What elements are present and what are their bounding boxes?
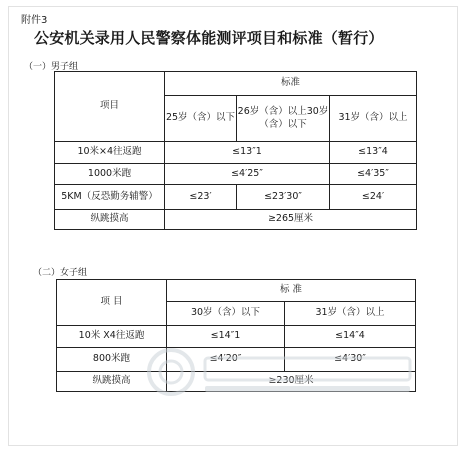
male-standards-table — [54, 71, 417, 230]
male-age-col-1: 25岁（含）以下 — [165, 96, 237, 142]
female-row-value: ≤4′20″ — [167, 348, 285, 372]
male-header-item: 项目 — [55, 72, 165, 142]
female-row-item: 10米 X4往返跑 — [57, 326, 167, 348]
female-row-value: ≤14″1 — [167, 326, 285, 348]
male-row-value: ≤13″1 — [165, 142, 330, 164]
male-row-item: 5KM（反恐勤务辅警） — [55, 185, 165, 210]
male-row-value: ≥265厘米 — [165, 210, 417, 230]
male-row-value: ≤13″4 — [330, 142, 417, 164]
female-row-item: 800米跑 — [57, 348, 167, 372]
male-row-item: 纵跳摸高 — [55, 210, 165, 230]
female-row-value: ≤4′30″ — [285, 348, 416, 372]
table-row — [55, 210, 417, 230]
table-row — [55, 164, 417, 185]
male-row-value: ≤4′35″ — [330, 164, 417, 185]
male-row-item: 10米×4往返跑 — [55, 142, 165, 164]
male-row-value: ≤4′25″ — [165, 164, 330, 185]
watermark-logo — [145, 344, 420, 404]
male-row-value: ≤23′ — [165, 185, 237, 210]
male-row-item: 1000米跑 — [55, 164, 165, 185]
male-age-col-2: 26岁（含）以上30岁（含）以下 — [237, 96, 330, 142]
table-row — [55, 185, 417, 210]
female-row-value: ≥230厘米 — [167, 372, 416, 392]
male-group-label: （一）男子组 — [24, 62, 79, 72]
watermark-emblem-icon — [149, 350, 193, 394]
male-row-value: ≤24′ — [330, 185, 417, 210]
attachment-label: 附件3 — [21, 15, 48, 26]
female-header-item: 项 目 — [57, 280, 167, 326]
table-row — [55, 142, 417, 164]
female-age-col-1: 30岁（含）以下 — [167, 302, 285, 326]
male-age-col-3: 31岁（含）以上 — [330, 96, 417, 142]
female-row-item: 纵跳摸高 — [57, 372, 167, 392]
watermark-text-shape — [205, 358, 410, 392]
female-group-label: （二）女子组 — [33, 268, 88, 278]
male-row-value: ≤23′30″ — [237, 185, 330, 210]
male-header-standard: 标准 — [165, 72, 417, 96]
female-header-standard: 标 准 — [167, 280, 416, 302]
female-row-value: ≤14″4 — [285, 326, 416, 348]
female-age-col-2: 31岁（含）以上 — [285, 302, 416, 326]
document-title: 公安机关录用人民警察体能测评项目和标准（暂行） — [34, 29, 384, 47]
